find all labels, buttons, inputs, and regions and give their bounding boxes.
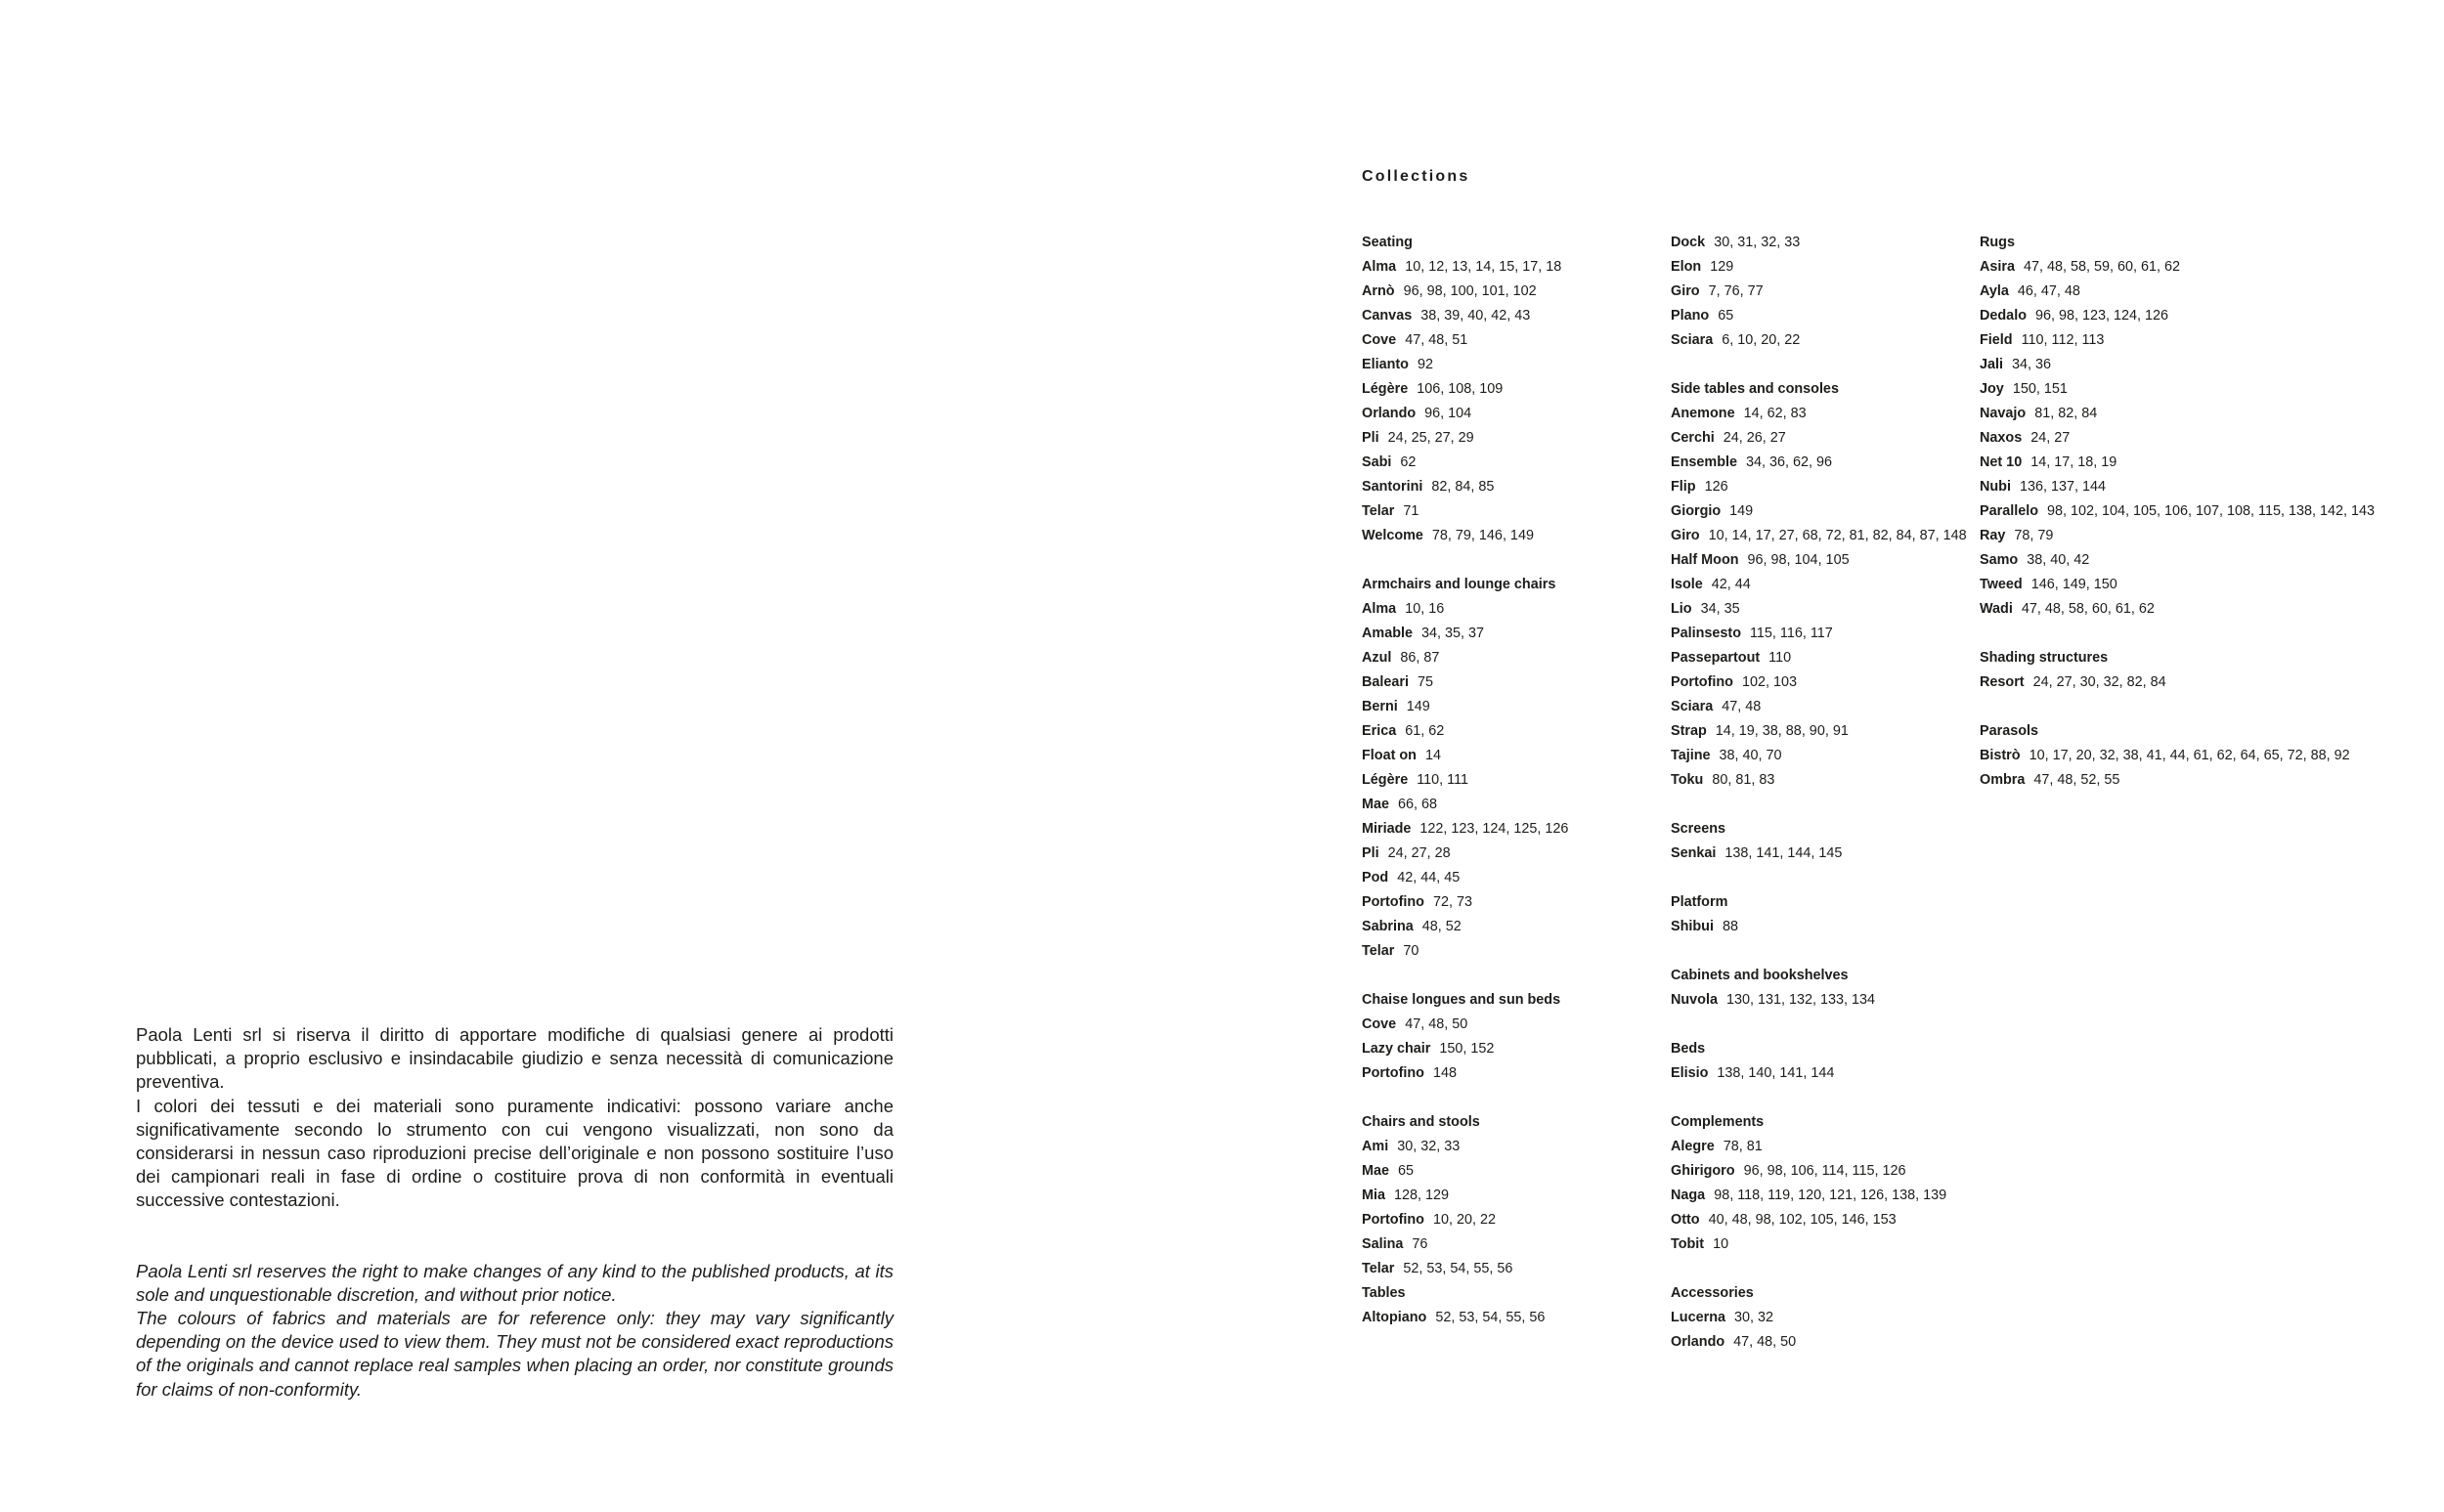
collection-name: Erica (1362, 723, 1397, 739)
collection-entry (1980, 426, 2410, 451)
collection-name: Portofino (1362, 894, 1424, 910)
collection-pages: 14 (1424, 748, 1441, 763)
collection-name: Miriade (1362, 821, 1412, 837)
index-column-1 (1362, 231, 1655, 1330)
collection-entry (1980, 597, 2410, 622)
collection-entry (1980, 524, 2410, 548)
collection-name: Telar (1362, 943, 1395, 959)
collection-pages: 149 (1406, 699, 1430, 714)
collection-pages: 78, 79, 146, 149 (1431, 528, 1534, 543)
collection-entry (1671, 842, 1964, 866)
collection-pages: 47, 48, 50 (1405, 1016, 1468, 1032)
collection-pages: 126 (1704, 479, 1728, 495)
collection-pages: 34, 35 (1700, 601, 1740, 617)
collection-entry (1671, 280, 1964, 304)
collection-pages: 75 (1418, 674, 1434, 690)
collection-pages: 47, 48, 51 (1405, 332, 1468, 348)
collection-pages: 10, 17, 20, 32, 38, 41, 44, 61, 62, 64, 65, 72, 88, 92 (2029, 748, 2350, 763)
collection-name: Alma (1362, 601, 1397, 617)
collection-pages: 82, 84, 85 (1431, 479, 1495, 495)
collection-pages: 52, 53, 54, 55, 56 (1435, 1310, 1546, 1325)
collection-name: Field (1980, 332, 2013, 348)
collection-name: Asira (1980, 259, 2015, 275)
disclaimer (136, 1023, 894, 1402)
category-heading: Rugs (1980, 235, 2015, 250)
collection-entry (1671, 475, 1964, 499)
collection-name: Santorini (1362, 479, 1423, 495)
category-heading: Shading structures (1980, 650, 2109, 666)
collection-entry (1671, 499, 1964, 524)
collection-entry (1671, 1184, 1964, 1208)
collection-entry (1362, 304, 1655, 328)
collection-entry (1362, 280, 1655, 304)
collection-entry (1362, 377, 1655, 402)
collection-entry (1671, 402, 1964, 426)
category-heading: Accessories (1671, 1285, 1754, 1301)
collection-pages: 110, 112, 113 (2021, 332, 2105, 348)
collection-name: Alma (1362, 259, 1397, 275)
collections-title: Collections (1362, 168, 1470, 185)
collection-entry (1362, 817, 1655, 842)
collection-entry (1671, 328, 1964, 353)
collection-pages: 47, 48, 58, 60, 61, 62 (2021, 601, 2155, 617)
collection-name: Lio (1671, 601, 1692, 617)
collection-name: Plano (1671, 308, 1710, 324)
collection-entry (1362, 1232, 1655, 1257)
collection-name: Dedalo (1980, 308, 2027, 324)
collection-entry (1671, 451, 1964, 475)
collection-entry (1362, 695, 1655, 719)
collection-name: Ami (1362, 1139, 1389, 1154)
collection-entry (1671, 524, 1967, 548)
collection-name: Pli (1362, 430, 1379, 446)
disclaimer-en-paragraph-2: The colours of fabrics and materials are for reference only: they may vary significantly depending on the device used to view them. They must not be considered exact reproductions of the originals and cannot replace real samples when placing an order, nor constitute grounds for claims of non-conformity. (136, 1308, 894, 1400)
collection-entry (1362, 255, 1655, 280)
collection-pages: 110 (1768, 650, 1792, 666)
collection-entry (1362, 1159, 1655, 1184)
collection-entry (1980, 353, 2410, 377)
collection-name: Strap (1671, 723, 1707, 739)
collection-pages: 80, 81, 83 (1712, 772, 1775, 788)
category-heading: Parasols (1980, 723, 2039, 739)
collection-pages: 24, 26, 27 (1723, 430, 1786, 446)
collection-name: Float on (1362, 748, 1417, 763)
collection-entry (1362, 939, 1655, 964)
collection-pages: 110, 111 (1417, 772, 1469, 788)
collection-entry (1671, 670, 1964, 695)
collection-entry (1980, 451, 2410, 475)
collection-entry (1980, 402, 2410, 426)
collection-entry (1362, 646, 1655, 670)
collection-pages: 136, 137, 144 (2019, 479, 2107, 495)
collection-entry (1671, 768, 1964, 793)
collection-pages: 47, 48 (1722, 699, 1762, 714)
collection-name: Ayla (1980, 283, 2009, 299)
collection-pages: 30, 32 (1733, 1310, 1773, 1325)
collection-entry (1671, 426, 1964, 451)
category-heading: Complements (1671, 1114, 1765, 1130)
collection-name: Sabi (1362, 454, 1392, 470)
collection-pages: 78, 81 (1723, 1139, 1763, 1154)
collection-name: Nuvola (1671, 992, 1718, 1008)
collection-pages: 146, 149, 150 (2030, 577, 2117, 592)
category-heading: Platform (1671, 894, 1728, 910)
collection-entry (1671, 744, 1964, 768)
collection-name: Mae (1362, 1163, 1389, 1179)
collection-name: Portofino (1362, 1065, 1424, 1081)
collection-name: Bistrò (1980, 748, 2021, 763)
collection-entry (1671, 231, 1964, 255)
collection-entry (1671, 597, 1964, 622)
collection-entry (1671, 1330, 1964, 1355)
collection-pages: 47, 48, 58, 59, 60, 61, 62 (2024, 259, 2181, 275)
collection-entry (1362, 719, 1655, 744)
collection-pages: 52, 53, 54, 55, 56 (1403, 1261, 1513, 1276)
collection-pages: 96, 98, 104, 105 (1747, 552, 1850, 568)
collection-name: Salina (1362, 1236, 1404, 1252)
collection-pages: 34, 35, 37 (1420, 626, 1484, 641)
collection-name: Pod (1362, 870, 1389, 886)
collection-pages: 34, 36 (2012, 357, 2052, 372)
category-heading: Beds (1671, 1041, 1706, 1057)
collection-name: Ombra (1980, 772, 2026, 788)
collection-name: Ensemble (1671, 454, 1737, 470)
collection-name: Portofino (1362, 1212, 1424, 1228)
collection-entry (1671, 1135, 1964, 1159)
collection-pages: 115, 116, 117 (1749, 626, 1833, 641)
disclaimer-en-paragraph-1: Paola Lenti srl reserves the right to make changes of any kind to the published products, at its sole and unquestionable discretion, and without prior notice. (136, 1260, 894, 1305)
collection-name: Giro (1671, 528, 1700, 543)
collection-pages: 24, 27, 28 (1387, 845, 1451, 861)
category-heading: Screens (1671, 821, 1726, 837)
collection-entry (1362, 1013, 1655, 1037)
disclaimer-it-paragraph-1: Paola Lenti srl si riserva il diritto di apportare modifiche di qualsiasi genere ai prodotti pubblicati, a proprio esclusivo e insindacabile giudizio e senza necessità di comunicazione preventiva. (136, 1024, 894, 1093)
collection-entry (1362, 670, 1655, 695)
collection-name: Cerchi (1671, 430, 1715, 446)
collection-pages: 46, 47, 48 (2017, 283, 2080, 299)
collection-entry (1362, 744, 1655, 768)
collection-entry (1362, 866, 1655, 890)
collection-name: Azul (1362, 650, 1392, 666)
collection-entry (1362, 1306, 1655, 1330)
collection-entry (1671, 719, 1964, 744)
collection-entry (1671, 1306, 1964, 1330)
collection-name: Sciara (1671, 332, 1714, 348)
collection-entry (1362, 597, 1655, 622)
collection-name: Toku (1671, 772, 1704, 788)
collection-entry (1671, 573, 1964, 597)
collection-entry (1671, 1159, 1964, 1184)
collection-pages: 65 (1718, 308, 1734, 324)
collection-name: Berni (1362, 699, 1398, 714)
collection-pages: 138, 141, 144, 145 (1724, 845, 1843, 861)
collection-pages: 10, 16 (1405, 601, 1445, 617)
collection-pages: 78, 79 (2014, 528, 2054, 543)
collection-entry (1362, 915, 1655, 939)
collection-entry (1362, 1184, 1655, 1208)
collection-name: Otto (1671, 1212, 1700, 1228)
collection-entry (1362, 622, 1655, 646)
collection-name: Ghirigoro (1671, 1163, 1735, 1179)
collection-name: Resort (1980, 674, 2025, 690)
collection-pages: 65 (1398, 1163, 1415, 1179)
collection-pages: 81, 82, 84 (2034, 406, 2098, 421)
collection-name: Portofino (1671, 674, 1733, 690)
collection-pages: 38, 40, 70 (1719, 748, 1782, 763)
collection-entry (1671, 304, 1964, 328)
collection-pages: 86, 87 (1400, 650, 1440, 666)
collection-name: Mia (1362, 1188, 1385, 1203)
collection-pages: 10 (1713, 1236, 1729, 1252)
collection-name: Canvas (1362, 308, 1413, 324)
collection-pages: 47, 48, 52, 55 (2033, 772, 2120, 788)
collection-name: Lucerna (1671, 1310, 1725, 1325)
collection-name: Navajo (1980, 406, 2027, 421)
collection-name: Lazy chair (1362, 1041, 1431, 1057)
collection-entry (1362, 426, 1655, 451)
collection-pages: 150, 152 (1439, 1041, 1495, 1057)
collection-name: Orlando (1362, 406, 1417, 421)
collection-name: Parallelo (1980, 503, 2038, 519)
collection-entry (1980, 548, 2410, 573)
category-heading: Chairs and stools (1362, 1114, 1480, 1130)
collection-name: Sabrina (1362, 919, 1414, 934)
collection-entry (1671, 255, 1964, 280)
collection-name: Mae (1362, 797, 1389, 812)
collection-name: Légère (1362, 772, 1409, 788)
collection-pages: 24, 25, 27, 29 (1387, 430, 1474, 446)
collection-name: Samo (1980, 552, 2019, 568)
collection-entry (1980, 499, 2410, 524)
collection-name: Alegre (1671, 1139, 1715, 1154)
collection-pages: 122, 123, 124, 125, 126 (1419, 821, 1569, 837)
collection-pages: 62 (1400, 454, 1417, 470)
collection-entry (1980, 475, 2410, 499)
collection-name: Wadi (1980, 601, 2013, 617)
collection-entry (1362, 475, 1655, 499)
collection-pages: 30, 31, 32, 33 (1714, 235, 1801, 250)
collection-pages: 148 (1432, 1065, 1457, 1081)
collection-entry (1671, 988, 1964, 1013)
collection-entry (1980, 670, 2410, 695)
collection-name: Net 10 (1980, 454, 2023, 470)
collection-name: Tobit (1671, 1236, 1705, 1252)
collection-name: Half Moon (1671, 552, 1739, 568)
collection-entry (1362, 1061, 1655, 1086)
collection-entry (1362, 524, 1655, 548)
collection-name: Elon (1671, 259, 1702, 275)
collection-entry (1362, 793, 1655, 817)
collection-name: Pli (1362, 845, 1379, 861)
collection-pages: 129 (1710, 259, 1734, 275)
collection-name: Senkai (1671, 845, 1717, 861)
collection-entry (1671, 1061, 1964, 1086)
collection-pages: 150, 151 (2012, 381, 2068, 397)
collection-pages: 128, 129 (1394, 1188, 1450, 1203)
collection-entry (1362, 499, 1655, 524)
collection-name: Telar (1362, 1261, 1395, 1276)
collection-entry (1980, 304, 2410, 328)
collection-name: Giorgio (1671, 503, 1722, 519)
collection-name: Cove (1362, 332, 1397, 348)
disclaimer-it-paragraph-2: I colori dei tessuti e dei materiali sono puramente indicativi: possono variare anche significativamente secondo lo strumento con cui vengono visualizzati, non sono da considerarsi in nessun caso riproduzioni precise dell’originale e non possono sostituire l’uso dei campionari reali in fase di ordine o costituire prova di non conformità in eventuali successive contestazioni. (136, 1095, 894, 1211)
collection-pages: 6, 10, 20, 22 (1722, 332, 1801, 348)
category-heading: Tables (1362, 1285, 1406, 1301)
collection-pages: 72, 73 (1432, 894, 1472, 910)
category-heading: Side tables and consoles (1671, 381, 1839, 397)
collection-name: Joy (1980, 381, 2004, 397)
index-column-2 (1671, 231, 1967, 1355)
collection-name: Tajine (1671, 748, 1711, 763)
collection-name: Telar (1362, 503, 1395, 519)
collection-entry (1362, 890, 1655, 915)
collection-name: Elianto (1362, 357, 1409, 372)
collection-name: Orlando (1671, 1334, 1725, 1350)
collection-entry (1980, 573, 2410, 597)
collection-entry (1362, 1208, 1655, 1232)
category-heading: Armchairs and lounge chairs (1362, 577, 1556, 592)
collection-pages: 96, 98, 123, 124, 126 (2034, 308, 2169, 324)
collection-entry (1980, 744, 2410, 768)
category-heading: Chaise longues and sun beds (1362, 992, 1561, 1008)
collection-pages: 96, 98, 100, 101, 102 (1403, 283, 1537, 299)
collection-entry (1671, 695, 1964, 719)
collection-entry (1362, 1037, 1655, 1061)
collection-name: Cove (1362, 1016, 1397, 1032)
collection-entry (1671, 646, 1964, 670)
collection-entry (1671, 1208, 1964, 1232)
collection-name: Arnò (1362, 283, 1395, 299)
collection-pages: 88 (1722, 919, 1738, 934)
collection-pages: 96, 104 (1424, 406, 1472, 421)
collection-entry (1980, 255, 2410, 280)
collection-pages: 130, 131, 132, 133, 134 (1725, 992, 1876, 1008)
collection-name: Ray (1980, 528, 2006, 543)
collection-name: Jali (1980, 357, 2004, 372)
collection-entry (1980, 328, 2410, 353)
collection-pages: 149 (1729, 503, 1754, 519)
collection-name: Shibui (1671, 919, 1714, 934)
index-column-3 (1980, 231, 2410, 793)
collection-pages: 138, 140, 141, 144 (1717, 1065, 1835, 1081)
collection-pages: 66, 68 (1398, 797, 1438, 812)
collection-name: Isole (1671, 577, 1703, 592)
collection-entry (1362, 328, 1655, 353)
collection-pages: 40, 48, 98, 102, 105, 146, 153 (1708, 1212, 1897, 1228)
collection-entry (1980, 768, 2410, 793)
collection-name: Naxos (1980, 430, 2023, 446)
collection-name: Baleari (1362, 674, 1409, 690)
collection-pages: 38, 39, 40, 42, 43 (1420, 308, 1531, 324)
collection-name: Dock (1671, 235, 1706, 250)
collection-pages: 10, 20, 22 (1432, 1212, 1496, 1228)
collection-entry (1362, 1257, 1655, 1281)
collection-name: Tweed (1980, 577, 2023, 592)
collection-pages: 14, 19, 38, 88, 90, 91 (1715, 723, 1849, 739)
collection-name: Giro (1671, 283, 1700, 299)
collection-pages: 47, 48, 50 (1733, 1334, 1797, 1350)
collection-pages: 98, 102, 104, 105, 106, 107, 108, 115, 138, 142, 143 (2047, 503, 2376, 519)
collection-pages: 24, 27 (2030, 430, 2071, 446)
collection-name: Altopiano (1362, 1310, 1427, 1325)
collection-entry (1362, 1135, 1655, 1159)
collection-pages: 48, 52 (1421, 919, 1462, 934)
collection-entry (1671, 915, 1964, 939)
collection-pages: 92 (1417, 357, 1433, 372)
collection-pages: 14, 62, 83 (1743, 406, 1807, 421)
collection-name: Nubi (1980, 479, 2011, 495)
collection-entry (1671, 1232, 1964, 1257)
collection-pages: 42, 44, 45 (1397, 870, 1461, 886)
collection-pages: 34, 36, 62, 96 (1745, 454, 1833, 470)
collection-name: Passepartout (1671, 650, 1761, 666)
collection-name: Sciara (1671, 699, 1714, 714)
collection-entry (1980, 280, 2410, 304)
collection-pages: 38, 40, 42 (2027, 552, 2090, 568)
collection-name: Amable (1362, 626, 1413, 641)
collection-pages: 96, 98, 106, 114, 115, 126 (1743, 1163, 1906, 1179)
collection-name: Naga (1671, 1188, 1706, 1203)
collection-entry (1362, 768, 1655, 793)
collection-name: Palinsesto (1671, 626, 1741, 641)
collection-entry (1671, 622, 1964, 646)
collection-pages: 61, 62 (1405, 723, 1445, 739)
collection-pages: 10, 14, 17, 27, 68, 72, 81, 82, 84, 87, 148 (1708, 528, 1967, 543)
collection-pages: 42, 44 (1711, 577, 1751, 592)
collection-pages: 98, 118, 119, 120, 121, 126, 138, 139 (1714, 1188, 1947, 1203)
collection-entry (1362, 451, 1655, 475)
collection-entry (1671, 548, 1964, 573)
collection-pages: 24, 27, 30, 32, 82, 84 (2032, 674, 2166, 690)
collection-entry (1362, 402, 1655, 426)
collection-pages: 30, 32, 33 (1397, 1139, 1461, 1154)
collection-name: Anemone (1671, 406, 1735, 421)
collection-pages: 102, 103 (1741, 674, 1797, 690)
collection-pages: 70 (1403, 943, 1419, 959)
collection-pages: 76 (1412, 1236, 1428, 1252)
collection-name: Elisio (1671, 1065, 1709, 1081)
collection-entry (1980, 377, 2410, 402)
category-heading: Seating (1362, 235, 1413, 250)
category-heading: Cabinets and bookshelves (1671, 968, 1849, 983)
collection-pages: 71 (1403, 503, 1419, 519)
collection-pages: 7, 76, 77 (1708, 283, 1764, 299)
collection-name: Légère (1362, 381, 1409, 397)
collection-pages: 10, 12, 13, 14, 15, 17, 18 (1405, 259, 1562, 275)
collection-pages: 106, 108, 109 (1417, 381, 1504, 397)
collection-pages: 14, 17, 18, 19 (2030, 454, 2117, 470)
collection-name: Flip (1671, 479, 1696, 495)
collection-name: Welcome (1362, 528, 1423, 543)
collection-entry (1362, 842, 1655, 866)
collection-entry (1362, 353, 1655, 377)
